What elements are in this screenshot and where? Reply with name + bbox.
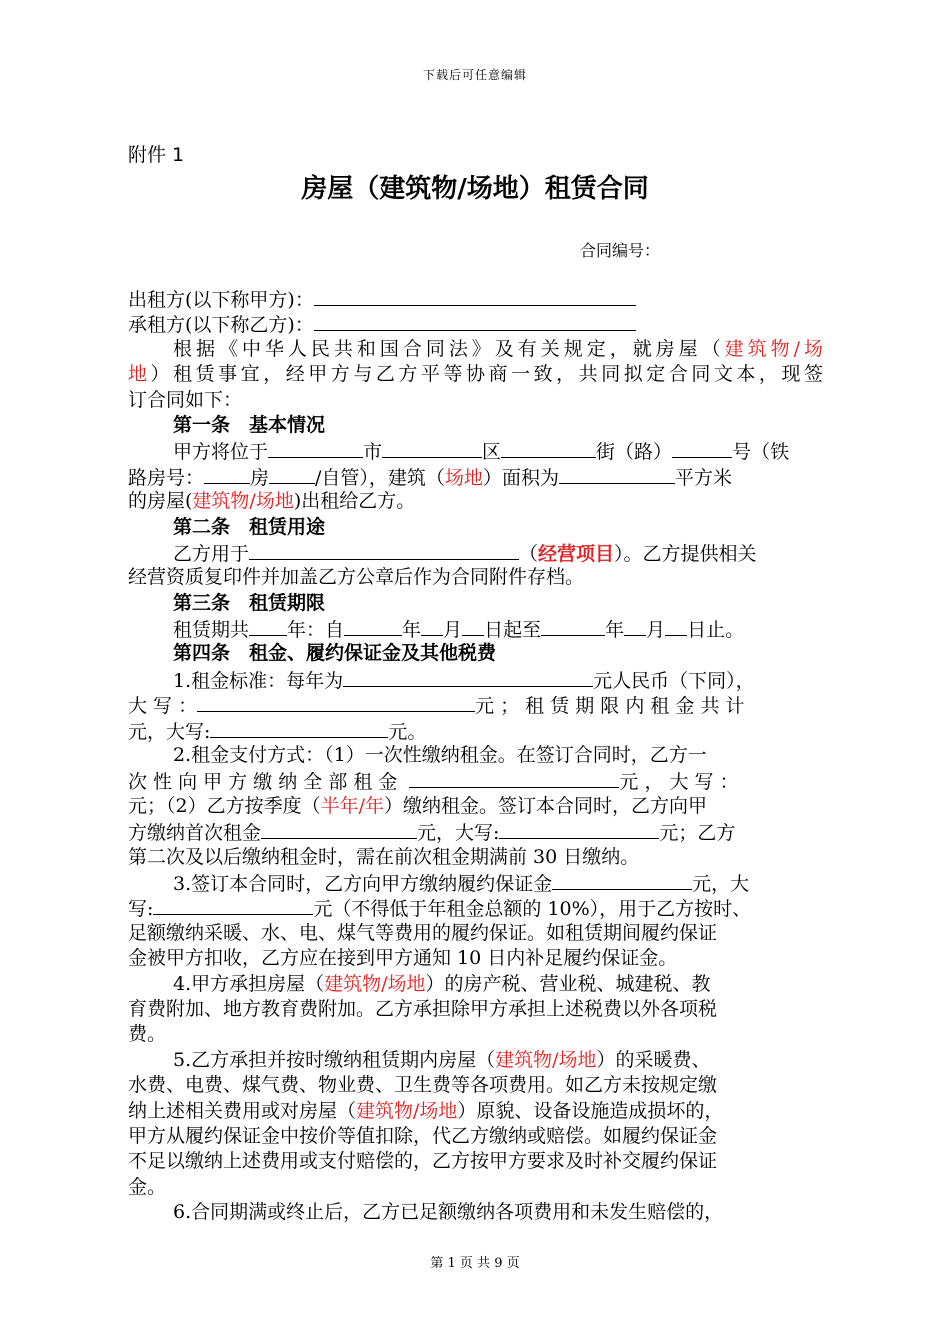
article-2-line-1 xyxy=(128,540,823,565)
art4-item2-line-2 xyxy=(128,768,823,793)
intro-text: ）租赁事宜，经甲方与乙方平等协商一致，共同拟定合同文本，现签 xyxy=(150,363,823,386)
deposit-capital-blank[interactable] xyxy=(153,895,313,915)
page-header-note: 下载后可任意编辑 xyxy=(422,68,527,82)
art1-text: 的房屋( xyxy=(128,490,193,513)
lump-sum-rent-blank[interactable] xyxy=(409,768,619,788)
lessor-blank[interactable] xyxy=(314,286,636,306)
lessor-line xyxy=(128,286,823,311)
art4-item5-line-6: 金。 xyxy=(128,1175,167,1198)
article-2-line-2: 经营资质复印件并加盖乙方公章后作为合同附件存档。 xyxy=(128,566,585,589)
lessee-line xyxy=(128,311,823,336)
intro-line-1 xyxy=(128,337,823,362)
intro-text: 根据《中华人民共和国合同法》及有关规定，就房屋（ xyxy=(173,337,725,360)
art4-item4-line-1 xyxy=(128,972,823,997)
art1-text: 街（路） xyxy=(596,441,673,464)
art4-text: 元。 xyxy=(388,720,427,743)
deposit-blank[interactable] xyxy=(552,870,692,890)
art1-text: 房 xyxy=(250,466,270,489)
intro-red-text: 地 xyxy=(128,363,151,386)
art4-item5-line-4: 甲方从履约保证金中按价等值扣除，代乙方缴纳或赔偿。如履约保证金 xyxy=(128,1124,718,1147)
art1-text: 甲方将位于 xyxy=(173,441,269,464)
art4-text: 元，大写: xyxy=(417,822,500,845)
art4-text: 元，大写: xyxy=(128,720,211,743)
article-3-heading: 第三条 租赁期限 xyxy=(173,591,326,614)
art4-item5-line-1 xyxy=(128,1048,823,1073)
art4-item2-line-3 xyxy=(128,794,823,819)
art1-text: 市 xyxy=(363,441,383,464)
lessee-blank[interactable] xyxy=(314,311,636,331)
area-blank[interactable] xyxy=(559,464,675,484)
art4-item6-line-1: 6.合同期满或终止后，乙方已足额缴纳各项费用和未发生赔偿的， xyxy=(173,1201,724,1224)
start-day-blank[interactable] xyxy=(462,616,484,636)
art4-text: 元；乙方 xyxy=(659,822,736,845)
art4-item2-line-5: 第二次及以后缴纳租金时，需在前次租金期满前 30 日缴纳。 xyxy=(128,845,640,868)
art2-text: （ xyxy=(519,542,539,565)
art1-text: 路房号： xyxy=(128,466,205,489)
art4-text: 4.甲方承担房屋（ xyxy=(173,972,325,995)
first-rent-blank[interactable] xyxy=(261,819,417,839)
intro-line-3 xyxy=(128,388,823,413)
term-years-blank[interactable] xyxy=(249,616,287,636)
art3-text: 月 xyxy=(646,619,666,642)
art4-item5-line-2: 水费、电费、煤气费、物业费、卫生费等各项费用。如乙方未按规定缴 xyxy=(128,1074,718,1097)
first-rent-capital-blank[interactable] xyxy=(499,819,659,839)
article-3-line-1 xyxy=(128,616,823,641)
lessee-label: 承租方(以下称乙方)： xyxy=(128,314,314,337)
start-year-blank[interactable] xyxy=(344,616,402,636)
art4-text: 3.签订本合同时，乙方向甲方缴纳履约保证金 xyxy=(173,872,553,895)
art4-red-text: 半年/年 xyxy=(320,794,384,817)
attachment-label: 附件 1 xyxy=(128,144,185,166)
art4-text: ）的房产税、营业税、城建税、教 xyxy=(425,972,711,995)
art4-text: 元，大 xyxy=(692,872,750,895)
art4-text: 元（不得低于年租金总额的 10%），用于乙方按时、 xyxy=(313,898,752,921)
lessor-label: 出租方(以下称甲方)： xyxy=(128,289,314,311)
annual-rent-capital-blank[interactable] xyxy=(197,692,475,712)
art4-text: 元 ； 租 赁 期 限 内 租 金 共 计 xyxy=(475,695,745,718)
intro-red-text: 建筑物/场 xyxy=(724,337,823,360)
art4-item3-line-3: 足额缴纳采暖、水、电、煤气等费用的履约保证。如租赁期间履约保证 xyxy=(128,921,718,944)
art4-item3-line-2 xyxy=(128,895,823,920)
total-rent-capital-blank[interactable] xyxy=(210,718,388,738)
art4-text: ）缴纳租金。签订本合同时，乙方向甲 xyxy=(384,794,708,817)
art4-item4-line-2: 育费附加、地方教育费附加。乙方承担除甲方承担上述税费以外各项税 xyxy=(128,997,718,1020)
art4-text: 元 ， 大 写 ： xyxy=(619,771,739,794)
page-footer: 第 1 页 共 9 页 xyxy=(430,1256,520,1271)
art4-text: 1.租金标准：每年为 xyxy=(173,669,344,692)
art4-item5-line-3 xyxy=(128,1099,823,1124)
art4-text: ）的采暖费、 xyxy=(596,1048,711,1071)
article-1-line-3 xyxy=(128,489,823,514)
art4-item1-line-3 xyxy=(128,718,823,743)
article-1-heading: 第一条 基本情况 xyxy=(173,413,326,436)
art4-text: 元人民币（下同）， xyxy=(593,669,755,692)
art4-text: ）原貌、设备设施造成损坏的， xyxy=(457,1099,724,1122)
art1-red-text: 场地 xyxy=(444,466,483,489)
art3-text: 日起至 xyxy=(484,619,542,642)
art1-text: )出租给乙方。 xyxy=(293,490,416,513)
art4-item4-line-3: 费。 xyxy=(128,1023,167,1046)
art4-text: 5.乙方承担并按时缴纳租赁期内房屋（ xyxy=(173,1048,496,1071)
art4-text: 写: xyxy=(128,898,154,921)
art4-text: 纳上述相关费用或对房屋（ xyxy=(128,1099,357,1122)
start-month-blank[interactable] xyxy=(421,616,443,636)
art4-red-text: 建筑物/场地 xyxy=(324,972,426,995)
contract-body xyxy=(128,286,823,1225)
city-blank[interactable] xyxy=(268,438,363,458)
art3-text: 年 xyxy=(605,619,625,642)
art4-item5-line-5: 不足以缴纳上述费用或支付赔偿的，乙方按甲方要求及时补交履约保证 xyxy=(128,1150,718,1173)
art2-text: ）。乙方提供相关 xyxy=(614,542,757,565)
district-blank[interactable] xyxy=(382,438,482,458)
art3-text: 租赁期共 xyxy=(173,619,250,642)
article-1-line-1 xyxy=(128,438,823,463)
art1-text: 平方米 xyxy=(674,466,732,489)
art1-text: 号（铁 xyxy=(732,441,790,464)
intro-line-2 xyxy=(128,362,823,387)
art1-text: /自管），建筑（ xyxy=(315,466,445,489)
number-blank[interactable] xyxy=(672,438,732,458)
art1-text: ）面积为 xyxy=(482,466,559,489)
art4-item2-line-1: 2.租金支付方式：（1）一次性缴纳租金。在签订合同时，乙方一 xyxy=(173,744,707,767)
art2-text: 乙方用于 xyxy=(173,542,250,565)
contract-title: 房屋（建筑物/场地）租赁合同 xyxy=(301,174,649,204)
end-month-blank[interactable] xyxy=(624,616,646,636)
annual-rent-blank[interactable] xyxy=(343,667,593,687)
art4-text: 方缴纳首次租金 xyxy=(128,822,262,845)
art4-item1-line-2 xyxy=(128,692,823,717)
contract-number-label: 合同编号： xyxy=(580,241,661,260)
art3-text: 年 xyxy=(402,619,422,642)
art4-red-text: 建筑物/场地 xyxy=(495,1048,597,1071)
usage-blank[interactable] xyxy=(249,540,519,560)
business-item-red-text: 经营项目 xyxy=(538,542,615,565)
art3-text: 月 xyxy=(443,619,463,642)
article-2-heading: 第二条 租赁用途 xyxy=(173,515,326,538)
art4-item1-line-1 xyxy=(128,667,823,692)
art4-item3-line-1 xyxy=(128,870,823,895)
street-blank[interactable] xyxy=(501,438,596,458)
end-day-blank[interactable] xyxy=(665,616,687,636)
art4-item2-line-4 xyxy=(128,819,823,844)
art4-text: 元；（2）乙方按季度（ xyxy=(128,794,321,817)
art4-text: 大 写 ： xyxy=(128,695,198,718)
art1-red-text: 建筑物/场地 xyxy=(192,490,294,513)
article-4-heading: 第四条 租金、履约保证金及其他税费 xyxy=(173,642,497,665)
rail-room-blank[interactable] xyxy=(204,464,250,484)
art3-text: 日止。 xyxy=(687,619,745,642)
art3-text: 年：自 xyxy=(287,619,345,642)
room-blank[interactable] xyxy=(269,464,315,484)
intro-text: 订合同如下： xyxy=(128,388,243,411)
end-year-blank[interactable] xyxy=(541,616,605,636)
art4-item3-line-4: 金被甲方扣收，乙方应在接到甲方通知 10 日内补足履约保证金。 xyxy=(128,947,678,970)
art1-text: 区 xyxy=(482,441,502,464)
art4-text: 次 性 向 甲 方 缴 纳 全 部 租 金 xyxy=(128,771,398,794)
art4-red-text: 建筑物/场地 xyxy=(356,1099,458,1122)
article-1-line-2 xyxy=(128,464,823,489)
